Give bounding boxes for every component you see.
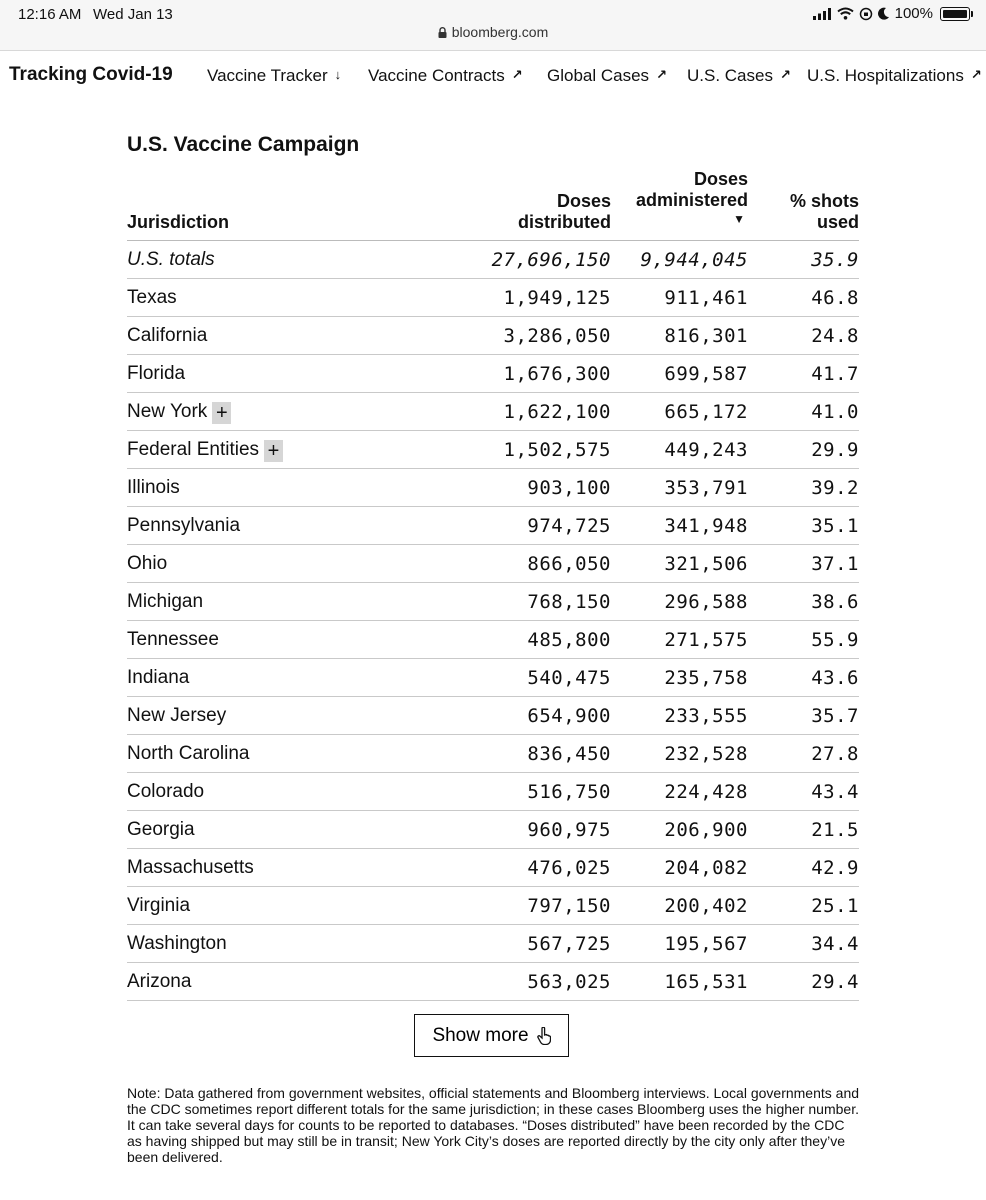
col-header-label: Doses <box>556 191 611 211</box>
table-row <box>127 735 859 773</box>
nav-link-global-cases[interactable] <box>547 66 667 86</box>
cell-doses-distributed: 1,676,300 <box>503 363 611 385</box>
cell-pct-shots-used: 34.4 <box>811 933 859 955</box>
table-row <box>127 469 859 507</box>
moon-icon <box>878 7 890 20</box>
cell-doses-administered: 816,301 <box>664 325 748 347</box>
col-header-label: administered <box>635 190 748 210</box>
url-text: bloomberg.com <box>451 24 549 40</box>
footnote: Note: Data gathered from government websites, official statements and Bloomberg interviews. Local governments and the CDC sometimes report different totals for the same jurisdiction; in these cases Bloomberg uses the higher number. It can take several days for counts to be reported to databases. “Doses distributed” have been recorded by the CDC as having shipped but may still be in transit; New York City’s doses are reported directly by the city only after they’ve been delivered. <box>127 1085 860 1165</box>
table-row <box>127 697 859 735</box>
cell-jurisdiction <box>127 667 189 689</box>
cell-doses-administered: 9,944,045 <box>640 249 748 271</box>
cell-doses-administered: 200,402 <box>664 895 748 917</box>
cell-doses-distributed: 836,450 <box>527 743 611 765</box>
jurisdiction-name: Indiana <box>127 667 190 688</box>
cell-doses-administered: 232,528 <box>664 743 748 765</box>
table-row-us-totals <box>127 241 859 279</box>
cell-jurisdiction <box>127 515 240 537</box>
nav-link-label: Vaccine Contracts <box>368 66 505 85</box>
cell-doses-distributed: 974,725 <box>527 515 611 537</box>
cell-doses-distributed: 866,050 <box>527 553 611 575</box>
jurisdiction-name: Michigan <box>127 591 204 612</box>
cell-jurisdiction <box>127 363 185 385</box>
jurisdiction-name: New Jersey <box>127 705 227 726</box>
show-more-button[interactable] <box>414 1014 569 1057</box>
nav-link-label: U.S. Cases <box>687 66 773 85</box>
col-header-doses-administered[interactable] <box>636 169 748 227</box>
cell-pct-shots-used: 43.4 <box>811 781 859 803</box>
table-body <box>127 241 859 1001</box>
show-more-label: Show more <box>432 1024 529 1046</box>
col-header-label: Doses <box>693 169 748 189</box>
cell-doses-administered: 233,555 <box>664 705 748 727</box>
jurisdiction-name: New York <box>127 401 208 422</box>
cell-jurisdiction <box>127 895 190 917</box>
nav-link-label: Global Cases <box>547 66 650 85</box>
cell-jurisdiction <box>127 971 191 993</box>
cell-jurisdiction <box>127 933 227 955</box>
cell-doses-administered: 699,587 <box>664 363 748 385</box>
arrow-up-right-icon: ↗ <box>511 67 523 82</box>
jurisdiction-name: Georgia <box>127 819 195 840</box>
cell-pct-shots-used: 41.0 <box>811 401 859 423</box>
cell-pct-shots-used: 55.9 <box>811 629 859 651</box>
nav-brand[interactable]: Tracking Covid-19 <box>9 64 173 85</box>
cell-doses-administered: 665,172 <box>664 401 748 423</box>
table-header <box>127 166 859 241</box>
orientation-lock-icon <box>859 7 873 21</box>
cell-pct-shots-used: 35.1 <box>811 515 859 537</box>
cell-jurisdiction <box>127 401 231 424</box>
jurisdiction-name: Ohio <box>127 553 168 574</box>
cell-doses-administered: 449,243 <box>664 439 748 461</box>
arrow-up-right-icon: ↗ <box>779 67 791 82</box>
cell-jurisdiction <box>127 591 203 613</box>
table-row <box>127 317 859 355</box>
cell-doses-distributed: 27,696,150 <box>491 249 611 271</box>
date: Wed Jan 13 <box>93 6 173 23</box>
table-row <box>127 849 859 887</box>
table-row <box>127 811 859 849</box>
col-header-pct-shots-used[interactable] <box>790 191 859 233</box>
cell-doses-administered: 341,948 <box>664 515 748 537</box>
status-bar <box>0 0 986 51</box>
cell-doses-distributed: 797,150 <box>527 895 611 917</box>
status-icons <box>813 5 970 22</box>
nav-link-vaccine-contracts[interactable] <box>368 66 523 86</box>
cell-jurisdiction <box>127 705 226 727</box>
cell-doses-administered: 296,588 <box>664 591 748 613</box>
table-row <box>127 355 859 393</box>
address-bar[interactable] <box>0 24 986 40</box>
cell-doses-distributed: 903,100 <box>527 477 611 499</box>
cell-jurisdiction <box>127 249 215 271</box>
table-row <box>127 963 859 1001</box>
cell-doses-distributed: 960,975 <box>527 819 611 841</box>
col-header-label: distributed <box>518 212 611 232</box>
signal-icon <box>813 8 832 20</box>
table-row <box>127 887 859 925</box>
table-row <box>127 583 859 621</box>
jurisdiction-name: Washington <box>127 933 227 954</box>
top-nav <box>0 52 986 96</box>
cell-doses-administered: 235,758 <box>664 667 748 689</box>
nav-link-us-hospitalizations[interactable] <box>807 66 982 86</box>
cell-doses-distributed: 768,150 <box>527 591 611 613</box>
cell-jurisdiction <box>127 325 207 347</box>
arrow-up-right-icon: ↗ <box>656 67 667 82</box>
cell-doses-administered: 271,575 <box>664 629 748 651</box>
battery-percent: 100% <box>894 5 933 22</box>
nav-link-us-cases[interactable] <box>687 66 791 86</box>
jurisdiction-name: Illinois <box>127 477 180 498</box>
cell-pct-shots-used: 24.8 <box>811 325 859 347</box>
cell-doses-distributed: 1,622,100 <box>503 401 611 423</box>
cell-pct-shots-used: 37.1 <box>811 553 859 575</box>
cell-pct-shots-used: 43.6 <box>811 667 859 689</box>
jurisdiction-name: Colorado <box>127 781 205 802</box>
col-header-label: Jurisdiction <box>127 212 230 232</box>
lock-icon <box>438 27 447 38</box>
cell-doses-administered: 911,461 <box>664 287 748 309</box>
cell-doses-administered: 206,900 <box>664 819 748 841</box>
cell-doses-administered: 224,428 <box>664 781 748 803</box>
cell-jurisdiction <box>127 553 167 575</box>
expand-plus-icon[interactable]: + <box>212 402 231 424</box>
cell-pct-shots-used: 25.1 <box>811 895 859 917</box>
nav-link-label: U.S. Hospitalizations <box>807 66 964 85</box>
cell-doses-distributed: 1,502,575 <box>503 439 611 461</box>
cell-doses-distributed: 540,475 <box>527 667 611 689</box>
jurisdiction-name: Texas <box>127 287 177 308</box>
cell-pct-shots-used: 29.4 <box>811 971 859 993</box>
cell-doses-administered: 321,506 <box>664 553 748 575</box>
cell-doses-distributed: 476,025 <box>527 857 611 879</box>
cell-pct-shots-used: 27.8 <box>811 743 859 765</box>
cell-jurisdiction <box>127 287 177 309</box>
arrow-up-right-icon: ↗ <box>970 67 982 82</box>
cell-doses-distributed: 485,800 <box>527 629 611 651</box>
nav-link-vaccine-tracker[interactable] <box>207 66 341 86</box>
cell-jurisdiction <box>127 781 204 803</box>
table-row <box>127 659 859 697</box>
jurisdiction-name: Florida <box>127 363 186 384</box>
col-header-jurisdiction[interactable] <box>127 212 229 233</box>
nav-link-label: Vaccine Tracker <box>207 66 328 85</box>
jurisdiction-name: U.S. totals <box>127 249 215 270</box>
cell-doses-distributed: 3,286,050 <box>503 325 611 347</box>
table-row <box>127 431 859 469</box>
col-header-label: used <box>816 212 859 232</box>
table-row <box>127 621 859 659</box>
cell-doses-administered: 204,082 <box>664 857 748 879</box>
col-header-label: % shots <box>789 191 859 211</box>
table-row <box>127 279 859 317</box>
jurisdiction-name: Tennessee <box>127 629 219 650</box>
cell-jurisdiction <box>127 743 250 765</box>
cell-doses-distributed: 563,025 <box>527 971 611 993</box>
cell-jurisdiction <box>127 857 254 879</box>
table-row <box>127 925 859 963</box>
jurisdiction-name: Massachusetts <box>127 857 254 878</box>
cell-jurisdiction <box>127 819 195 841</box>
clock: 12:16 AM <box>18 6 82 23</box>
cell-pct-shots-used: 46.8 <box>811 287 859 309</box>
cell-doses-distributed: 1,949,125 <box>503 287 611 309</box>
cell-pct-shots-used: 35.9 <box>811 249 859 271</box>
table-title: U.S. Vaccine Campaign <box>127 133 360 156</box>
cell-pct-shots-used: 41.7 <box>811 363 859 385</box>
wifi-icon <box>837 7 854 20</box>
jurisdiction-name: California <box>127 325 208 346</box>
jurisdiction-name: Pennsylvania <box>127 515 241 536</box>
cell-pct-shots-used: 38.6 <box>811 591 859 613</box>
jurisdiction-name: Federal Entities <box>127 439 260 460</box>
cell-pct-shots-used: 29.9 <box>811 439 859 461</box>
cell-pct-shots-used: 35.7 <box>811 705 859 727</box>
expand-plus-icon[interactable]: + <box>264 440 283 462</box>
jurisdiction-name: Virginia <box>127 895 191 916</box>
cell-doses-distributed: 516,750 <box>527 781 611 803</box>
cell-pct-shots-used: 42.9 <box>811 857 859 879</box>
jurisdiction-name: North Carolina <box>127 743 250 764</box>
cell-doses-distributed: 567,725 <box>527 933 611 955</box>
table-row <box>127 773 859 811</box>
pointer-hand-icon <box>537 1027 551 1045</box>
cell-doses-administered: 195,567 <box>664 933 748 955</box>
battery-icon <box>940 7 970 21</box>
cell-doses-distributed: 654,900 <box>527 705 611 727</box>
jurisdiction-name: Arizona <box>127 971 192 992</box>
arrow-down-icon: ↓ <box>334 67 342 82</box>
cell-doses-administered: 165,531 <box>664 971 748 993</box>
cell-jurisdiction <box>127 439 283 462</box>
col-header-doses-distributed[interactable] <box>518 191 611 233</box>
cell-jurisdiction <box>127 477 180 499</box>
sort-descending-icon: ▼ <box>733 212 745 226</box>
cell-pct-shots-used: 21.5 <box>811 819 859 841</box>
vaccine-table <box>127 166 859 1001</box>
table-row <box>127 545 859 583</box>
table-row <box>127 507 859 545</box>
cell-jurisdiction <box>127 629 219 651</box>
table-row <box>127 393 859 431</box>
cell-doses-administered: 353,791 <box>664 477 748 499</box>
cell-pct-shots-used: 39.2 <box>811 477 859 499</box>
